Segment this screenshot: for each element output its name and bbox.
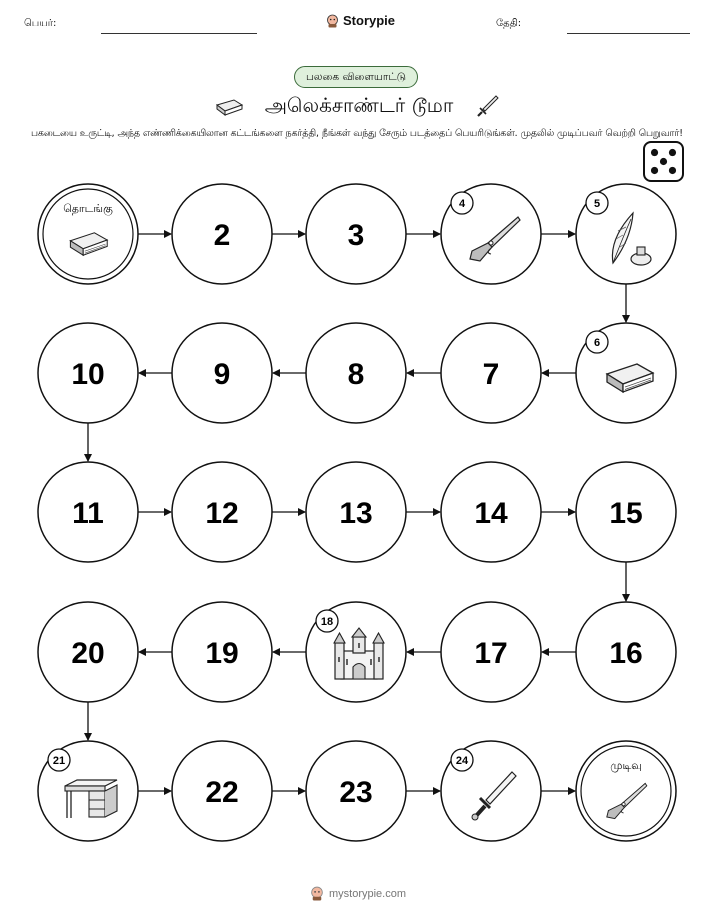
board-cell-3	[306, 184, 406, 284]
board-cell-11	[38, 462, 138, 562]
instructions: பகடையை உருட்டி, அந்த எண்ணிக்கையிலான கட்டங்களை நகர்த்தி, நீங்கள் வந்து சேரும் படத்தைப் பெயரிடுங்கள். முதலில் முடிப்பவர் வெற்றி பெறுவார்!	[30, 128, 684, 139]
footer	[310, 886, 406, 901]
cell-number: 11	[72, 497, 104, 530]
board-cell-25	[576, 741, 676, 841]
board-cell-23	[306, 741, 406, 841]
cell-number: 22	[205, 776, 239, 809]
cell-number: 20	[71, 637, 105, 670]
board-cell-21	[38, 741, 138, 841]
cell-number: 19	[205, 637, 239, 670]
dice-icon[interactable]	[644, 142, 683, 181]
start-label: தொடங்கு	[63, 202, 113, 215]
board-cell-4	[441, 184, 541, 284]
cell-badge	[451, 192, 473, 214]
board-cell-22	[172, 741, 272, 841]
cell-number: 3	[347, 219, 365, 252]
board-cell-6	[576, 323, 676, 423]
badge-number: 21	[52, 755, 66, 767]
storypie-logo-icon	[310, 886, 324, 901]
brand-name: Storypie	[343, 13, 396, 28]
badge-number: 18	[320, 616, 334, 628]
cell-number: 2	[213, 219, 231, 252]
date-label: தேதி:	[496, 18, 522, 29]
cell-number: 8	[347, 358, 365, 391]
badge-number: 24	[455, 755, 469, 767]
board-cell-15	[576, 462, 676, 562]
board-cell-17	[441, 602, 541, 702]
dice-pip	[651, 167, 658, 174]
board-cell-9	[172, 323, 272, 423]
badge-number: 4	[458, 198, 466, 210]
cell-number: 17	[474, 637, 508, 670]
board-cell-5	[576, 184, 676, 284]
board-game-badge: பலகை விளையாட்டு	[294, 66, 418, 88]
board-cell-13	[306, 462, 406, 562]
board-cell-7	[441, 323, 541, 423]
cell-number: 10	[71, 358, 105, 391]
badge-number: 5	[593, 198, 601, 210]
end-label: முடிவு	[610, 759, 642, 772]
castle-icon	[334, 628, 384, 679]
cell-number: 15	[609, 497, 643, 530]
board-cell-14	[441, 462, 541, 562]
name-label: பெயர்:	[24, 18, 57, 29]
cell-badge	[451, 749, 473, 771]
cell-badge	[586, 331, 608, 353]
dice-pip	[669, 149, 676, 156]
dice-pip	[660, 158, 667, 165]
board-cell-20	[38, 602, 138, 702]
footer-url[interactable]: mystorypie.com	[329, 887, 407, 900]
board-cell-1	[38, 184, 138, 284]
cell-number: 23	[339, 776, 373, 809]
cell-number: 16	[609, 637, 643, 670]
title-text: அலெக்சாண்டர் டூமா	[264, 93, 454, 117]
board-cell-24	[441, 741, 541, 841]
dice-pip	[669, 167, 676, 174]
cell-badge	[586, 192, 608, 214]
board-cell-8	[306, 323, 406, 423]
cell-badge	[316, 610, 338, 632]
cell-badge	[48, 749, 70, 771]
board-cell-10	[38, 323, 138, 423]
cell-number: 7	[482, 358, 500, 391]
cell-number: 13	[339, 497, 373, 530]
cell-number: 9	[213, 358, 231, 391]
badge-number: 6	[593, 337, 601, 349]
cell-number: 12	[205, 497, 239, 530]
board-cell-16	[576, 602, 676, 702]
board-cell-18	[306, 602, 406, 702]
cell-number: 14	[474, 497, 508, 530]
board-cell-19	[172, 602, 272, 702]
board-cell-2	[172, 184, 272, 284]
board-cell-12	[172, 462, 272, 562]
dice-pip	[651, 149, 658, 156]
